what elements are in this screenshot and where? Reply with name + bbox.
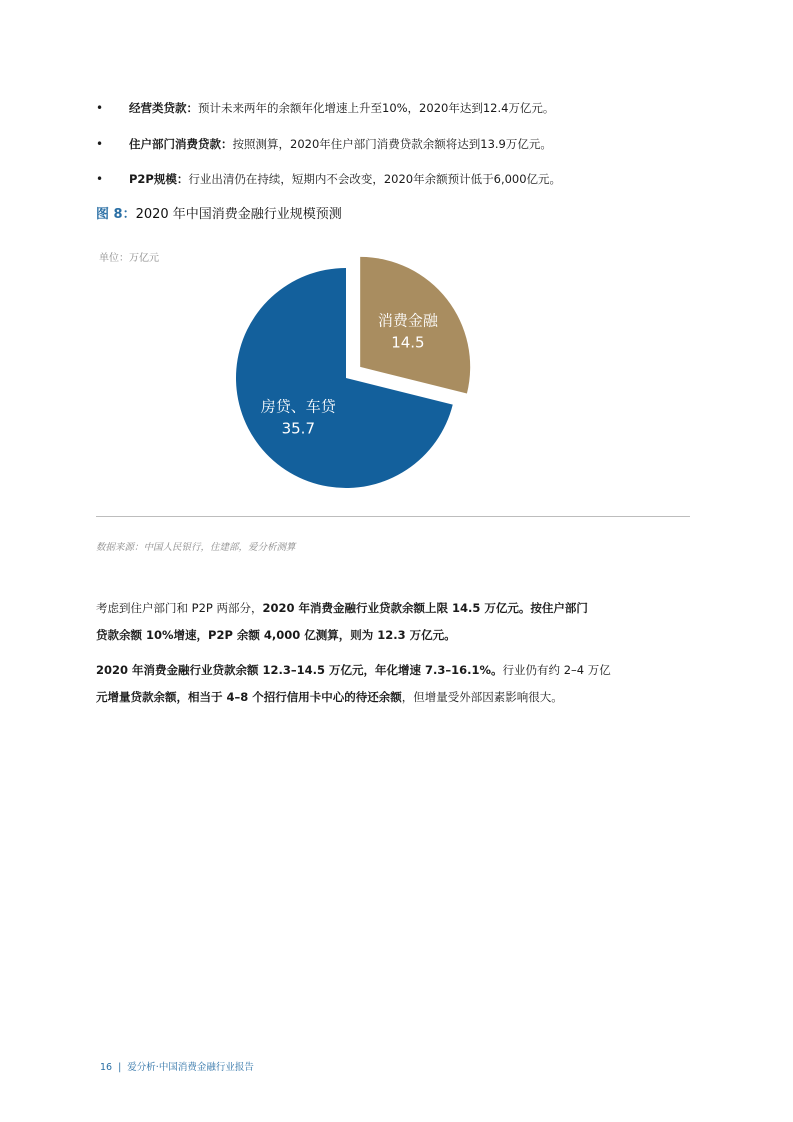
bullet-heading: 住户部门消费贷款：: [129, 137, 233, 151]
figure-divider: [96, 516, 690, 517]
figure-source: 数据来源：中国人民银行，住建部，爱分析测算: [96, 542, 296, 553]
text-bold: 贷款余额 10%增速，P2P 余额 4,000 亿测算，则为 12.3 万亿元。: [96, 628, 456, 642]
text-normal: 行业仍有约 2–4 万亿: [502, 663, 611, 677]
bullet-body: 按照测算，2020年住户部门消费贷款余额将达到13.9万亿元。: [232, 137, 552, 151]
bullet-heading: 经营类贷款：: [129, 101, 198, 115]
footer-title: 爱分析·中国消费金融行业报告: [127, 1062, 254, 1073]
bullet-marker: •: [96, 137, 104, 151]
slice-value-mortgage-auto: 35.7: [281, 419, 316, 438]
paragraph-1-line-2: [96, 627, 456, 643]
figure-title: [96, 206, 342, 224]
slice-value-consumer-finance: 14.5: [391, 333, 425, 352]
text-normal: 考虑到住户部门和 P2P 两部分，: [96, 601, 263, 615]
bullet-body: 行业出清仍在持续，短期内不会改变，2020年余额预计低于6,000亿元。: [188, 172, 562, 186]
figure-name: 2020 年中国消费金融行业规模预测: [135, 207, 342, 222]
paragraph-2-line-2: [96, 689, 563, 705]
paragraph-1-line-1: [96, 600, 588, 616]
text-bold: 元增量贷款余额，相当于 4–8 个招行信用卡中心的待还余额: [96, 690, 402, 704]
bullet-marker: •: [96, 172, 104, 186]
text-bold: 2020 年消费金融行业贷款余额 12.3–14.5 万亿元，年化增速 7.3–16.1%。: [96, 663, 503, 677]
footer-separator: |: [118, 1062, 122, 1073]
text-normal: ，但增量受外部因素影响很大。: [401, 690, 563, 704]
bullet-marker: •: [96, 101, 104, 115]
slice-label-consumer-finance: 消费金融: [377, 311, 438, 330]
text-bold: 2020 年消费金融行业贷款余额上限 14.5 万亿元。按住户部门: [262, 601, 588, 615]
paragraph-2-line-1: [96, 662, 611, 678]
page-footer: [100, 1059, 254, 1073]
pie-chart: [230, 255, 490, 490]
page-number: 16: [100, 1062, 113, 1073]
bullet-body: 预计未来两年的余额年化增速上升至10%，2020年达到12.4万亿元。: [198, 101, 555, 115]
slice-label-mortgage-auto: 房贷、车贷: [260, 397, 336, 416]
chart-unit-label: 单位：万亿元: [99, 253, 159, 264]
bullet-heading: P2P规模：: [129, 172, 189, 186]
figure-label: 图 8：: [96, 207, 136, 222]
